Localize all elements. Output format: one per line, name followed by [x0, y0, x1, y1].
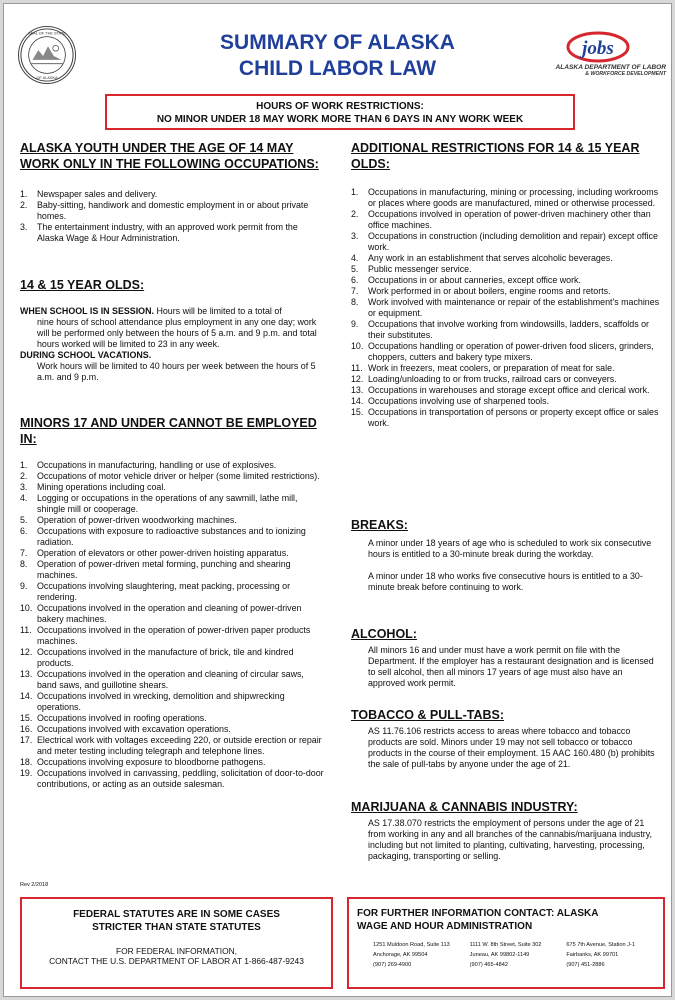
list-item-number: 14. [351, 396, 364, 406]
list-item [20, 189, 326, 200]
further-info-line-1: FOR FURTHER INFORMATION CONTACT: ALASKA [357, 908, 599, 919]
list-item-number: 16. [20, 724, 33, 734]
list-item-number: 12. [20, 647, 33, 657]
list-item [351, 374, 661, 385]
list-item-text: Any work in an establishment that serves alcoholic beverages. [368, 253, 613, 263]
list-item [351, 407, 661, 429]
list-item-number: 2. [20, 200, 28, 210]
alcohol-section [351, 626, 661, 689]
breaks-paragraph-2: A minor under 18 who works five consecutive hours is entitled to a 30-minute break before continuing to work. [368, 571, 643, 592]
list-item-number: 11. [351, 363, 363, 373]
title-line-1: SUMMARY OF ALASKA [220, 31, 455, 54]
list-item-number: 4. [351, 253, 359, 263]
list-item-text: Logging or occupations in the operations of any sawmill, lathe mill, shingle mill or cooperage. [37, 493, 298, 514]
office-city: Anchorage, AK 99504 [373, 952, 428, 958]
list-item [20, 493, 326, 515]
list-item-text: Occupations involved in operation of power-driven machinery other than office machines. [368, 209, 651, 230]
list-item [351, 297, 661, 319]
list-item-number: 2. [20, 471, 28, 481]
breaks-paragraph-1: A minor under 18 years of age who is scheduled to work six consecutive hours is entitled to a 30-minute break during the workday. [368, 538, 652, 559]
restriction-line-2: NO MINOR UNDER 18 MAY WORK MORE THAN 6 DAYS IN ANY WORK WEEK [156, 114, 524, 125]
list-item-number: 7. [20, 548, 28, 558]
list-item-text: Occupations in manufacturing, mining or processing, including workrooms or places where goods are manufactured, mined or otherwise processed. [368, 187, 659, 208]
office-fairbanks [566, 940, 663, 970]
federal-title-line-2: STRICTER THAN STATE STATUTES [92, 922, 261, 933]
office-city: Fairbanks, AK 99701 [566, 952, 619, 958]
age-14-15-section [20, 277, 326, 383]
list-item-text: Occupations involving exposure to bloodborne pathogens. [37, 757, 266, 767]
list-item-text: Public messenger service. [368, 264, 472, 274]
list-item-number: 15. [20, 713, 33, 723]
further-info-title [357, 907, 663, 933]
office-city: Juneau, AK 99802-1149 [469, 952, 530, 958]
list-item [20, 515, 326, 526]
list-item-number: 6. [351, 275, 359, 285]
list-item [20, 460, 326, 471]
agency-line-2: & WORKFORCE DEVELOPMENT [585, 71, 666, 77]
list-item [351, 396, 661, 407]
list-item [20, 581, 326, 603]
tobacco-heading: TOBACCO & PULL-TABS: [351, 708, 504, 722]
list-item-text: Occupations in or about canneries, except office work. [368, 275, 581, 285]
list-item-number: 2. [351, 209, 359, 219]
list-item-text: Occupations of motor vehicle driver or helper (some limited restrictions). [37, 471, 320, 481]
svg-text:OF ALASKA: OF ALASKA [36, 76, 58, 81]
list-item [20, 482, 326, 493]
office-phone: (907) 465-4842 [469, 962, 508, 968]
list-item [20, 713, 326, 724]
vacation-label: DURING SCHOOL VACATIONS. [20, 350, 152, 360]
restriction-line-1: HOURS OF WORK RESTRICTIONS: [256, 101, 424, 112]
tobacco-text: AS 11.76.106 restricts access to areas where tobacco and tobacco products are sold. Minors under 19 may not sell tobacco or tobacco products in the course of their employment. 15 AAC 160.480 (b) prohibits the sale of pull-tabs by anyone under the age of 21. [368, 726, 655, 769]
list-item-number: 9. [351, 319, 359, 329]
list-item-text: Occupations involved in canvassing, peddling, solicitation of door-to-door contributions, or acting as an outside salesman. [37, 768, 324, 789]
list-item-number: 1. [20, 189, 28, 199]
agency-line-1: ALASKA DEPARTMENT OF LABOR [555, 64, 666, 71]
school-session-text: nine hours of school attendance plus employment in any one day; work will be performed only between the hours of 5 a.m. and 9 p.m. and total hours worked will be limited to 23 in any week. [37, 317, 317, 349]
page-title [124, 30, 551, 82]
office-address: 675 7th Avenue, Station J-1 [566, 942, 635, 948]
under-14-section [20, 140, 326, 244]
list-item-number: 5. [20, 515, 28, 525]
list-item [20, 735, 326, 757]
federal-contact-line-1: FOR FEDERAL INFORMATION, [116, 946, 237, 956]
federal-contact-line-2: CONTACT THE U.S. DEPARTMENT OF LABOR AT 1-866-487-9243 [49, 956, 304, 966]
minors-17-list [20, 460, 326, 790]
list-item-number: 5. [351, 264, 359, 274]
list-item-text: Occupations in construction (including demolition and repair) except office work. [368, 231, 658, 252]
list-item-number: 8. [20, 559, 28, 569]
list-item [20, 222, 326, 244]
alcohol-text: All minors 16 and under must have a work permit on file with the Department. If the employer has a restaurant designation and is licensed to sell alcohol, then all minors 17 years of age must also have an approved work permit. [368, 645, 654, 688]
federal-statutes-box [20, 897, 333, 989]
svg-text:jobs: jobs [582, 38, 614, 59]
revision-date: Rev 2/2018 [20, 882, 49, 888]
list-item-number: 4. [20, 493, 28, 503]
list-item [20, 559, 326, 581]
list-item-number: 13. [20, 669, 33, 679]
list-item-number: 8. [351, 297, 359, 307]
list-item-number: 1. [351, 187, 359, 197]
federal-title-line-1: FEDERAL STATUTES ARE IN SOME CASES [73, 909, 280, 920]
school-session-paragraph [20, 306, 326, 350]
further-info-line-2: WAGE AND HOUR ADMINISTRATION [357, 921, 533, 932]
list-item [20, 526, 326, 548]
under-14-list [20, 189, 326, 244]
list-item [20, 669, 326, 691]
list-item-number: 9. [20, 581, 28, 591]
list-item-text: Occupations handling or operation of power-driven food slicers, grinders, choppers, cutters and bakery type mixers. [368, 341, 654, 362]
alcohol-heading: ALCOHOL: [351, 627, 417, 641]
list-item-text: Operation of elevators or other power-driven hoisting apparatus. [37, 548, 289, 558]
school-session-text-first: Hours will be limited to a total of [156, 306, 282, 316]
list-item-text: Baby-sitting, handiwork and domestic employment in or about private homes. [37, 200, 309, 221]
federal-contact [22, 946, 331, 966]
list-item-text: The entertainment industry, with an approved work permit from the Alaska Wage & Hour Administration. [37, 222, 298, 243]
list-item-number: 12. [351, 374, 364, 384]
list-item-number: 11. [20, 625, 32, 635]
marijuana-text: AS 17.38.070 restricts the employment of persons under the age of 21 from working in any and all branches of the cannabis/marijuana industry, including but not limited to planting, cultivating, harvesting, processing, packaging, transporting or selling. [368, 818, 652, 861]
office-phone: (907) 451-2886 [566, 962, 605, 968]
list-item [20, 647, 326, 669]
list-item [20, 200, 326, 222]
list-item-text: Occupations involved in the manufacture of brick, tile and kindred products. [37, 647, 294, 668]
list-item [351, 341, 661, 363]
marijuana-heading: MARIJUANA & CANNABIS INDUSTRY: [351, 800, 578, 814]
vacation-text: Work hours will be limited to 40 hours per week between the hours of 5 a.m. and 9 p.m. [37, 361, 316, 382]
breaks-section [351, 517, 661, 593]
list-item [351, 209, 661, 231]
list-item [351, 253, 661, 264]
age-14-15-heading: 14 & 15 YEAR OLDS: [20, 278, 145, 292]
state-seal-icon [18, 26, 76, 84]
additional-list [351, 187, 661, 429]
list-item-text: Occupations that involve working from windowsills, ladders, scaffolds or their substitutes. [368, 319, 650, 340]
list-item-text: Occupations involved with excavation operations. [37, 724, 231, 734]
office-juneau [470, 940, 567, 970]
office-address: 1111 W. 8th Street, Suite 302 [469, 942, 542, 948]
svg-text:SEAL OF THE STATE: SEAL OF THE STATE [28, 31, 66, 36]
list-item-number: 1. [20, 460, 28, 470]
list-item [20, 548, 326, 559]
list-item-number: 10. [20, 603, 33, 613]
minors-17-heading: MINORS 17 AND UNDER CANNOT BE EMPLOYED IN: [20, 416, 317, 446]
list-item-text: Work performed in or about boilers, engine rooms and retorts. [368, 286, 611, 296]
list-item-text: Loading/unloading to or from trucks, railroad cars or conveyers. [368, 374, 617, 384]
list-item-number: 15. [351, 407, 364, 417]
list-item-number: 7. [351, 286, 359, 296]
tobacco-section [351, 707, 661, 770]
list-item-number: 13. [351, 385, 364, 395]
list-item [20, 471, 326, 482]
list-item-text: Mining operations including coal. [37, 482, 166, 492]
list-item-text: Work involved with maintenance or repair of the establishment's machines or equipment. [368, 297, 660, 318]
list-item-number: 3. [20, 482, 28, 492]
further-info-box [347, 897, 665, 989]
list-item-text: Operation of power-driven metal forming, punching and shearing machines. [37, 559, 291, 580]
list-item [20, 625, 326, 647]
list-item-text: Occupations involving slaughtering, meat packing, processing or rendering. [37, 581, 291, 602]
hours-restriction-box [105, 94, 575, 130]
list-item-text: Occupations involving use of sharpened tools. [368, 396, 550, 406]
list-item-text: Occupations with exposure to radioactive substances and to ionizing radiation. [37, 526, 306, 547]
additional-heading: ADDITIONAL RESTRICTIONS FOR 14 & 15 YEAR OLDS: [351, 141, 640, 171]
marijuana-section [351, 799, 661, 862]
list-item-number: 3. [351, 231, 359, 241]
list-item-text: Occupations involved in the operation and cleaning of power-driven bakery machines. [37, 603, 302, 624]
list-item [20, 724, 326, 735]
jobs-logo-icon [562, 30, 630, 64]
list-item-text: Occupations in manufacturing, handling or use of explosives. [37, 460, 277, 470]
office-anchorage [373, 940, 470, 970]
list-item [20, 757, 326, 768]
list-item-text: Operation of power-driven woodworking machines. [37, 515, 237, 525]
list-item-text: Work in freezers, meat coolers, or preparation of meat for sale. [368, 363, 615, 373]
poster [3, 3, 672, 997]
list-item-text: Electrical work with voltages exceeding 220, or outside erection or repair and meter testing including telegraph and telephone lines. [37, 735, 322, 756]
list-item-number: 10. [351, 341, 364, 351]
under-14-heading: ALASKA YOUTH UNDER THE AGE OF 14 MAY WORK ONLY IN THE FOLLOWING OCCUPATIONS: [20, 141, 319, 171]
additional-restrictions-section [351, 140, 661, 429]
list-item-text: Occupations involved in wrecking, demolition and shipwrecking operations. [37, 691, 285, 712]
list-item-text: Occupations in warehouses and storage except office and clerical work. [368, 385, 650, 395]
list-item [351, 363, 661, 374]
list-item-text: Newspaper sales and delivery. [37, 189, 158, 199]
list-item [351, 319, 661, 341]
list-item-number: 17. [20, 735, 33, 745]
minors-17-section [20, 415, 326, 790]
school-session-label: WHEN SCHOOL IS IN SESSION. [20, 306, 154, 316]
list-item-number: 6. [20, 526, 28, 536]
office-phone: (907) 269-4900 [373, 962, 412, 968]
office-list [373, 940, 663, 970]
list-item-text: Occupations in transportation of persons or property except office or sales work. [368, 407, 659, 428]
list-item [351, 264, 661, 275]
office-address: 1251 Muldoon Road, Suite 113 [373, 942, 450, 948]
list-item-number: 18. [20, 757, 33, 767]
federal-title [22, 908, 331, 934]
list-item [351, 275, 661, 286]
list-item-text: Occupations involved in roofing operations. [37, 713, 207, 723]
list-item [20, 691, 326, 713]
list-item-text: Occupations involved in the operation and cleaning of circular saws, band saws, and guillotine shears. [37, 669, 304, 690]
agency-name [536, 64, 666, 78]
list-item-number: 19. [20, 768, 33, 778]
breaks-heading: BREAKS: [351, 518, 408, 532]
list-item [351, 187, 661, 209]
list-item [351, 385, 661, 396]
title-line-2: CHILD LABOR LAW [238, 57, 437, 80]
list-item-text: Occupations involved in the operation of power-driven paper products machines. [37, 625, 311, 646]
list-item [351, 286, 661, 297]
list-item-number: 3. [20, 222, 28, 232]
list-item [20, 768, 326, 790]
list-item [351, 231, 661, 253]
list-item [20, 603, 326, 625]
list-item-number: 14. [20, 691, 33, 701]
